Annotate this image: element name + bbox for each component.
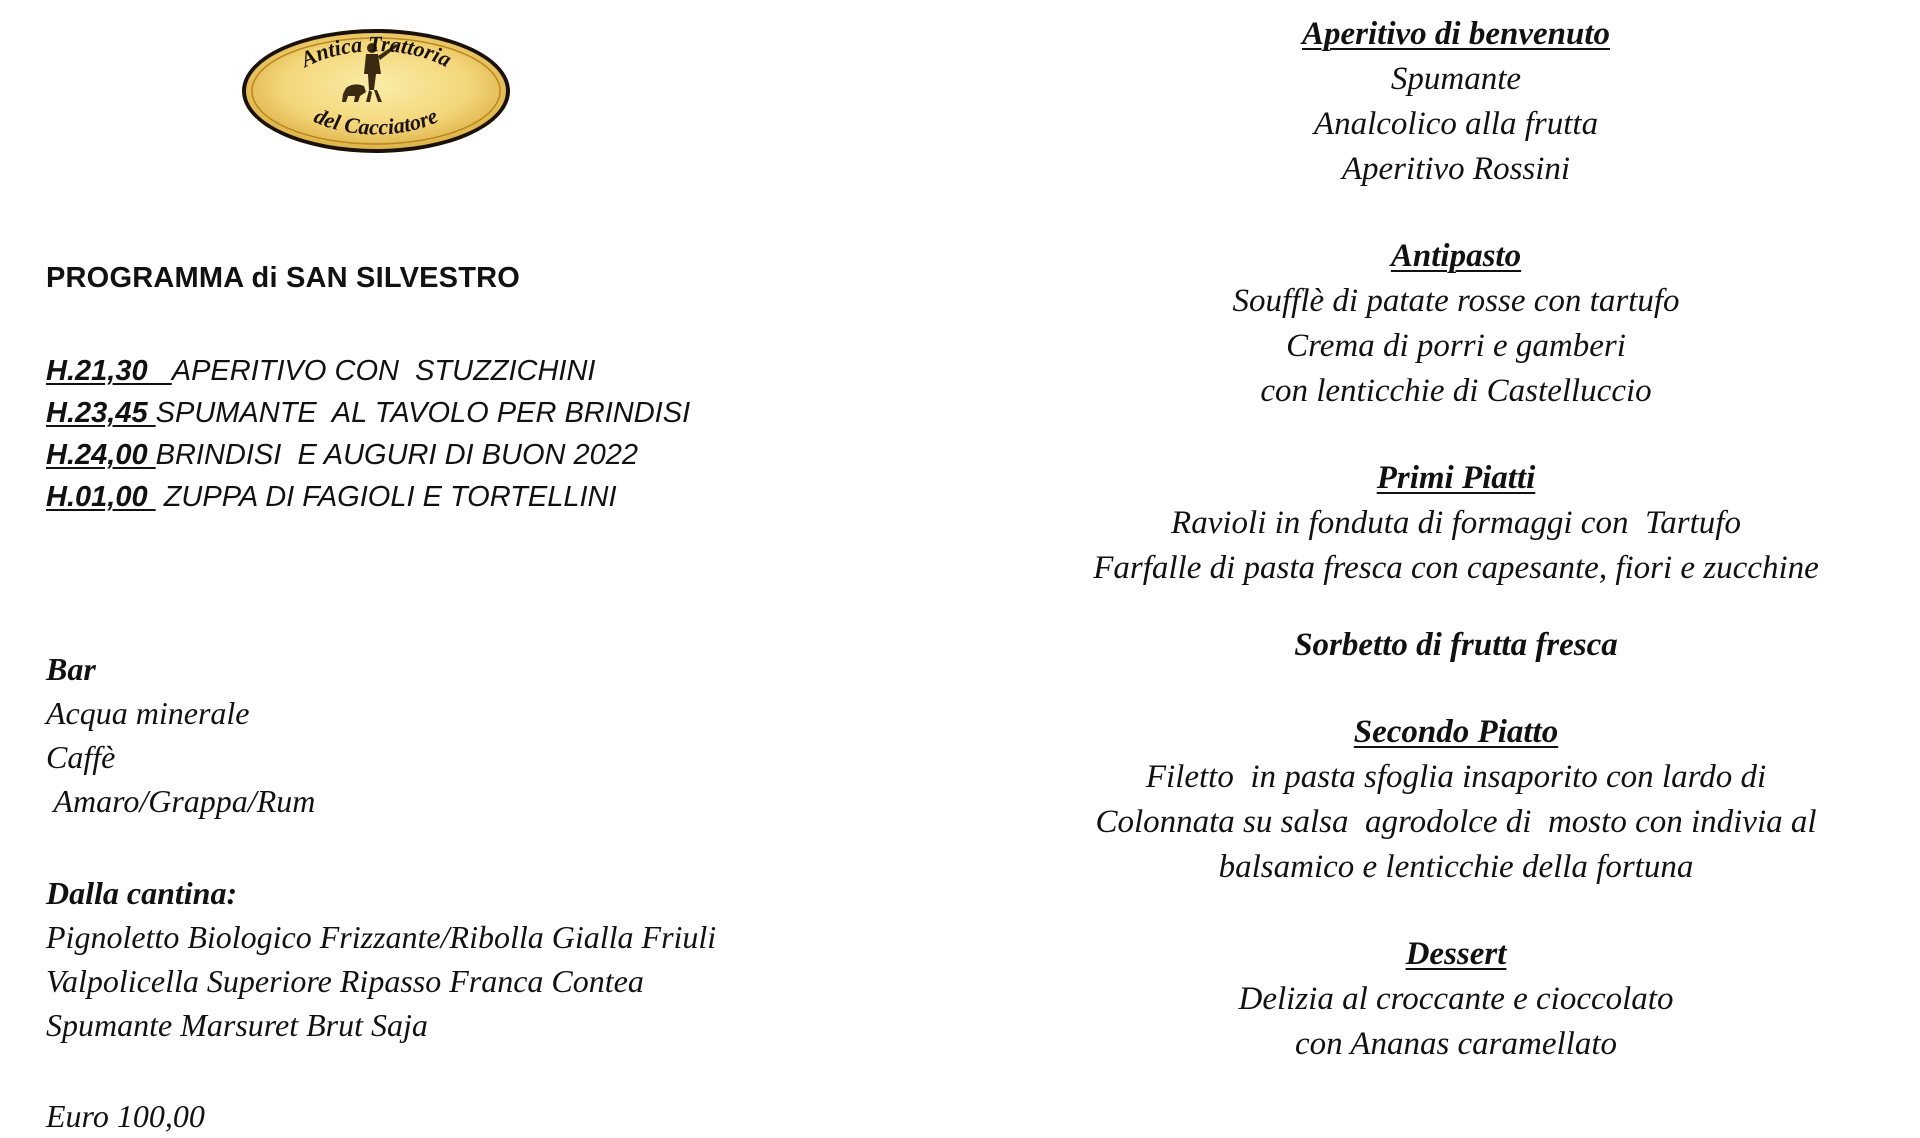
- bar-item: Amaro/Grappa/Rum: [46, 783, 316, 819]
- bar-section: [46, 647, 315, 823]
- cantina-section: [46, 871, 716, 1047]
- course-sorbetto: [1018, 623, 1894, 668]
- schedule-text: SPUMANTE AL TAVOLO PER BRINDISI: [155, 397, 691, 429]
- schedule-text: BRINDISI E AUGURI DI BUON 2022: [155, 439, 639, 471]
- course-item: Colonnata su salsa agrodolce di mosto con indivia al: [1095, 804, 1817, 840]
- course-item: Crema di porri e gamberi: [1286, 328, 1626, 364]
- course-secondo: [1018, 710, 1894, 890]
- program-title: PROGRAMMA di SAN SILVESTRO: [46, 262, 521, 294]
- schedule-list: [46, 350, 690, 518]
- logo-bottom-text: del Cacciatore: [310, 102, 442, 140]
- cantina-heading: Dalla cantina:: [46, 875, 238, 911]
- course-item: Delizia al croccante e cioccolato: [1238, 981, 1674, 1017]
- course-primi: [1018, 456, 1894, 591]
- course-title: Sorbetto di frutta fresca: [1294, 627, 1618, 663]
- schedule-time: H.23,45: [46, 397, 156, 429]
- course-item: Spumante: [1390, 61, 1522, 97]
- schedule-item: [46, 392, 690, 434]
- schedule-text: APERITIVO CON STUZZICHINI: [171, 355, 596, 387]
- course-title: Dessert: [1405, 936, 1507, 972]
- restaurant-logo: [238, 26, 514, 156]
- schedule-text: ZUPPA DI FAGIOLI E TORTELLINI: [155, 481, 617, 513]
- wine-item: Valpolicella Superiore Ripasso Franca Contea: [46, 963, 644, 999]
- course-antipasto: [1018, 234, 1894, 414]
- bar-heading: Bar: [46, 651, 96, 687]
- course-dessert: [1018, 932, 1894, 1067]
- course-item: Analcolico alla frutta: [1313, 106, 1599, 142]
- course-item: con lenticchie di Castelluccio: [1260, 373, 1652, 409]
- logo-emblem: [238, 26, 514, 156]
- logo-top-text: Antica Trattoria: [296, 31, 456, 72]
- course-title: Antipasto: [1390, 238, 1522, 274]
- course-item: con Ananas caramellato: [1294, 1026, 1618, 1062]
- menu-column: [1018, 12, 1894, 1067]
- bar-item: Acqua minerale: [46, 695, 250, 731]
- schedule-time: H.21,30: [46, 355, 172, 387]
- course-aperitivo: [1018, 12, 1894, 192]
- course-item: Soufflè di patate rosse con tartufo: [1232, 283, 1680, 319]
- schedule-item: [46, 350, 690, 392]
- schedule-item: [46, 434, 690, 476]
- price-label: Euro 100,00: [46, 1098, 205, 1134]
- course-item: Farfalle di pasta fresca con capesante, fiori e zucchine: [1093, 550, 1819, 586]
- schedule-item: [46, 476, 690, 518]
- course-item: balsamico e lenticchie della fortuna: [1218, 849, 1694, 885]
- wine-item: Pignoletto Biologico Frizzante/Ribolla Gialla Friuli: [46, 919, 717, 955]
- course-title: Primi Piatti: [1376, 460, 1536, 496]
- wine-item: Spumante Marsuret Brut Saja: [46, 1007, 428, 1043]
- course-item: Filetto in pasta sfoglia insaporito con lardo di: [1145, 759, 1767, 795]
- course-item: Aperitivo Rossini: [1341, 151, 1571, 187]
- course-title: Secondo Piatto: [1353, 714, 1559, 750]
- schedule-time: H.01,00: [46, 481, 156, 513]
- schedule-time: H.24,00: [46, 439, 156, 471]
- course-title: Aperitivo di benvenuto: [1302, 16, 1610, 52]
- course-item: Ravioli in fonduta di formaggi con Tartufo: [1171, 505, 1741, 541]
- bar-item: Caffè: [46, 739, 116, 775]
